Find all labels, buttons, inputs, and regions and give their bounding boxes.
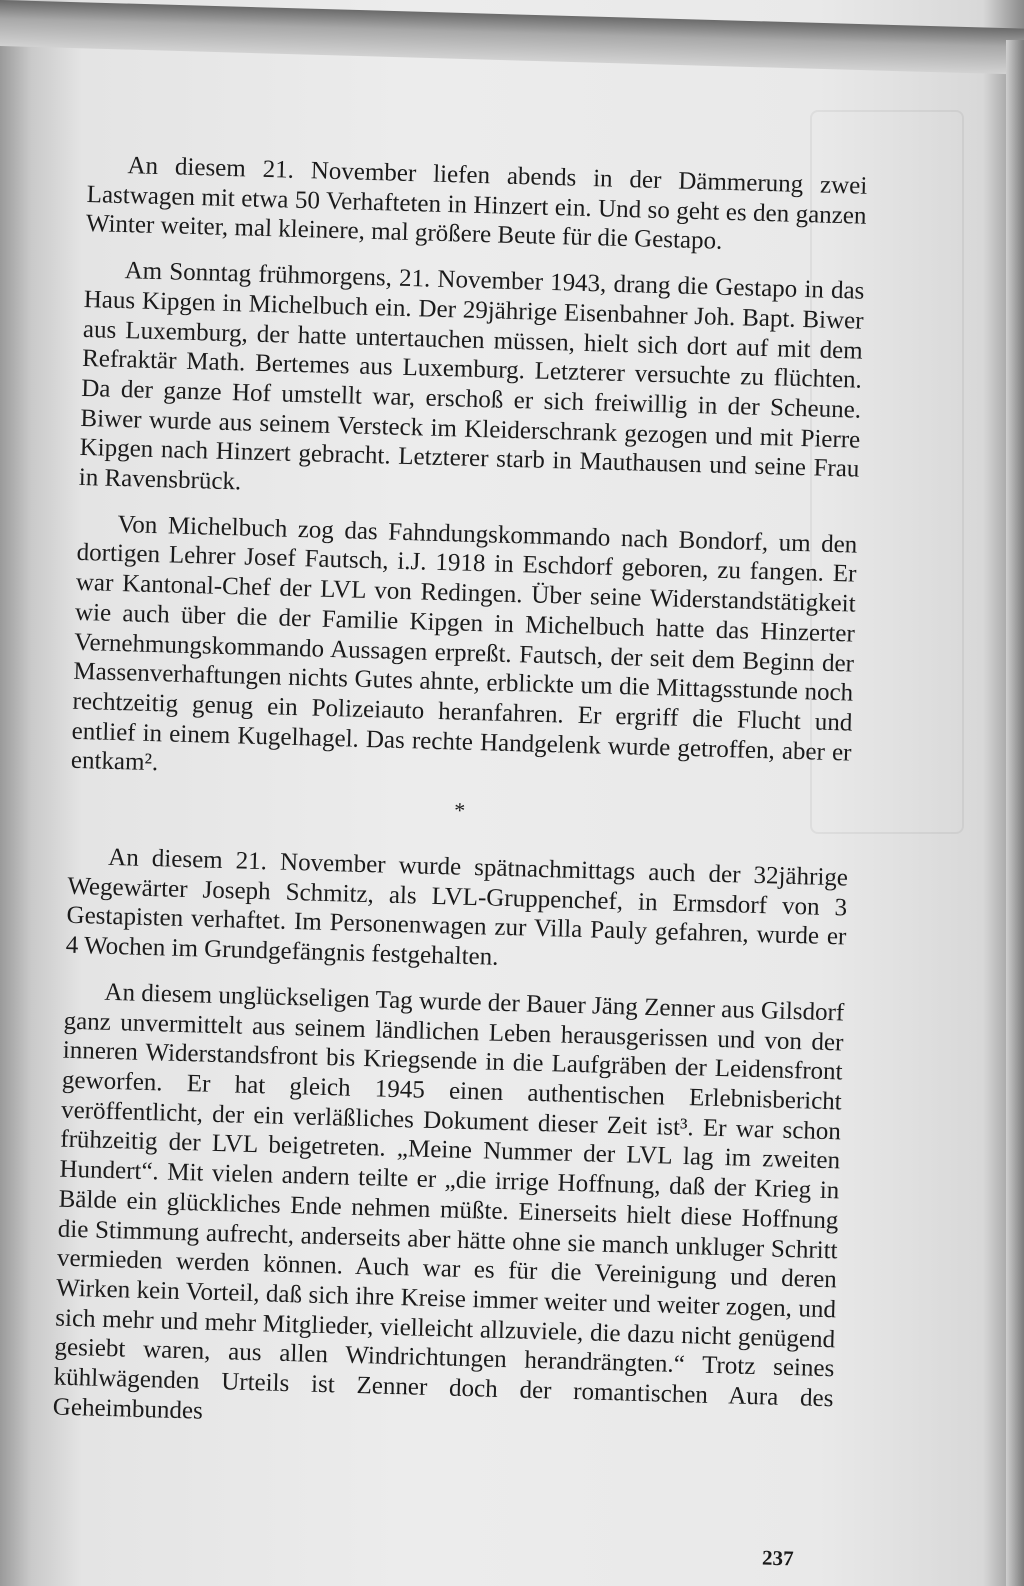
paragraph: An diesem unglückseligen Tag wurde der Bauer Jäng Zenner aus Gilsdorf ganz unvermittelt aus seinem ländlichen Leben herausgerissen und von der inneren Widerstandsfront bis Kriegsende in die Laufgräben der Leidensfront geworfen. Er hat gleich 1945 einen authentischen Erlebnisbericht veröffentlicht, der ein verläßliches Dokument dieser Zeit ist³. Er war schon frühzeitig der LVL beigetreten. „Meine Nummer der LVL lag im zweiten Hundert“. Mit vielen andern teilte er „die irrige Hoffnung, daß der Krieg in Bälde ein glückliches Ende nehmen müßte. Einerseits hielt diese Hoffnung die Stimmung aufrecht, anderseits aber hätte ohne sie manch unkluger Schritt vermieden werden können. Auch war es für die Vereinigung und deren Wirken kein Vorteil, daß sich ihre Kreise immer weiter und weiter zogen, und sich mehr und mehr Mitglieder, vielleicht allzuviele, die dazu nicht genügend gesiebt waren, aus allen Windrichtungen herandrängten.“ Trotz seines kühlwägenden Urteils ist Zenner doch der romantischen Aura des Geheimbundes: [52, 978, 845, 1425]
body-text: [52, 150, 867, 1444]
page-number: 237: [761, 1545, 794, 1571]
paragraph: An diesem 21. November liefen abends in der Dämmerung zwei Lastwagen mit etwa 50 Verhafteten in Hinzert ein. Und so geht es den ganzen Winter weiter, mal kleinere, mal größere Beute für die Gestapo.: [85, 152, 868, 256]
page-top-edge: [0, 0, 1024, 75]
paragraph: Am Sonntag frühmorgens, 21. November 1943, drang die Gestapo in das Haus Kipgen in Michelbuch ein. Der 29jährige Eisenbahner Joh. Bapt. Biwer aus Luxemburg, der hatte untertauchen müssen, hielt sich dort auf mit dem Refraktär Math. Bertemes aus Luxemburg. Letzterer versuchte zu flüchten. Da der ganze Hof umstellt war, erschoß er sich freiwillig in der Scheune. Biwer wurde aus seinem Versteck im Kleiderschrank gezogen und mit Pierre Kipgen nach Hinzert gebracht. Letzterer starb in Mauthausen und seine Frau in Ravensbrück.: [78, 257, 865, 496]
page-right-edge: [1006, 40, 1024, 1586]
paragraph: Von Michelbuch zog das Fahndungskommando nach Bondorf, um den dortigen Lehrer Josef Fautsch, i.J. 1918 in Eschdorf geboren, zu fangen. Er war Kantonal-Chef der LVL von Redingen. Über seine Widerstandstätigkeit wie auch über die der Familie Kipgen in Michelbuch hatte das Hinzerter Vernehmungskommando Aussagen erpreßt. Fautsch, der seit dem Beginn der Massenverhaftungen nichts Gutes ahnte, erblickte um die Mittagsstunde noch rechtzeitig genug ein Polizeiauto heranfahren. Er ergriff die Flucht und entlief in einem Kugelhagel. Das rechte Handgelenk wurde getroffen, aber er entkam².: [70, 510, 858, 777]
paragraph: An diesem 21. November wurde spätnachmittags auch der 32jährige Wegewärter Joseph Schmitz, als LVL-Gruppenchef, in Ermsdorf von 3 Gestapisten verhaftet. Im Personenwagen zur Villa Pauly gefahren, wurde er 4 Wochen im Grundgefängnis festgehalten.: [65, 843, 849, 971]
section-separator: *: [453, 797, 466, 823]
